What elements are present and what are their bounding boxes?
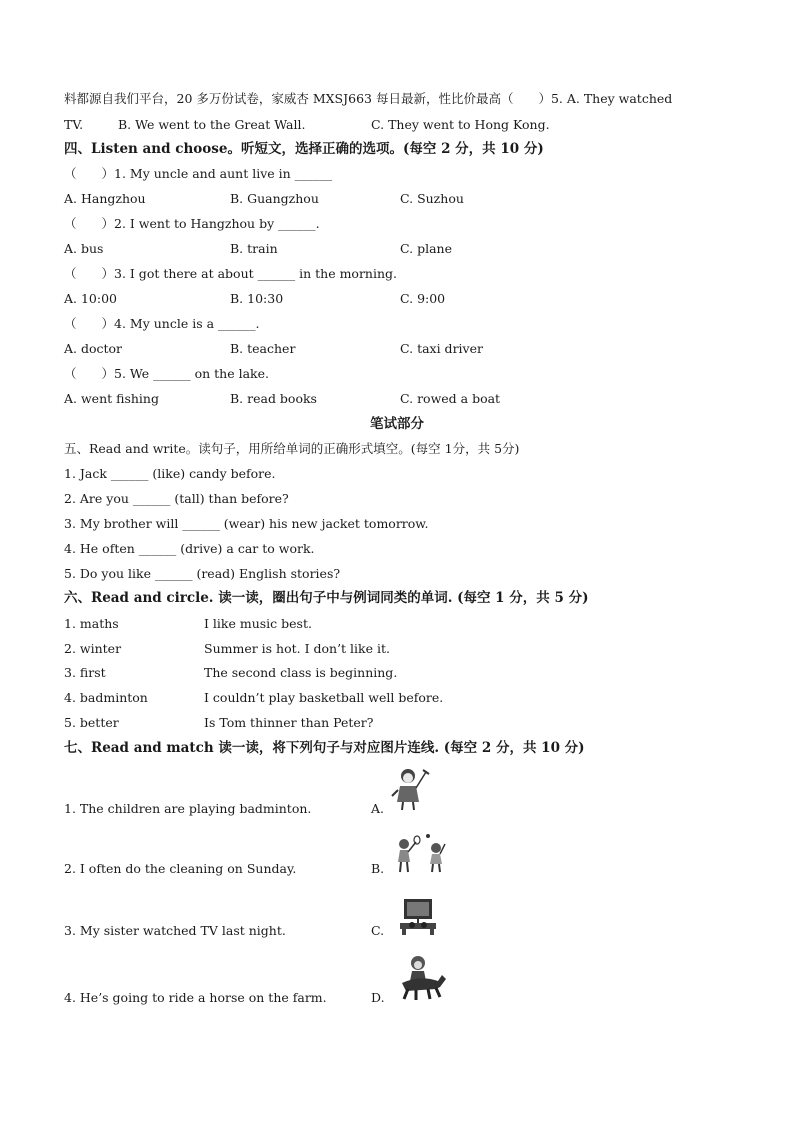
s5-item-5: 5. Do you like ______ (read) English stories? [64,566,341,581]
option-c: C. taxi driver [400,341,483,356]
circle-sentence: I couldn’t play basketball well before. [204,690,444,705]
s4-options-1 [64,191,724,207]
option-b: B. train [230,241,278,256]
television-icon [396,893,440,937]
option-a: A. went fishing [64,391,159,406]
badminton-children-icon [392,830,448,874]
s7-label-a: A. [371,801,385,816]
written-part-title: 笔试部分 [370,416,424,432]
option-b: B. We went to the Great Wall. [118,117,306,132]
s4-question-1: （ ）1. My uncle and aunt live in ______ [64,166,333,181]
picture-tv [396,893,440,937]
s7-sentence-2: 2. I often do the cleaning on Sunday. [64,861,297,876]
option-c: C. Suzhou [400,191,464,206]
option-c: C. They went to Hong Kong. [371,117,550,132]
s4-options-3 [64,291,724,307]
intro-line-1: 料都源自我们平台，20 多万份试卷，家威杏 MXSJ663 每日最新，性比价最高（ ）5. A. They watched [64,91,673,106]
s7-label-c: C. [371,923,385,938]
s7-sentence-3: 3. My sister watched TV last night. [64,923,286,938]
section-7-title: 七、Read and match 读一读，将下列句子与对应图片连线. (每空 2 分，共 10 分) [64,740,585,756]
option-c: C. rowed a boat [400,391,501,406]
s6-row-5 [64,715,724,731]
s6-row-3 [64,665,724,681]
s4-question-4: （ ）4. My uncle is a ______. [64,316,260,331]
option-c: C. 9:00 [400,291,446,306]
example-word: 5. better [64,715,119,730]
s5-item-4: 4. He often ______ (drive) a car to work. [64,541,315,556]
option-a: A. Hangzhou [64,191,146,206]
s4-question-2: （ ）2. I went to Hangzhou by ______. [64,216,320,231]
circle-sentence: Is Tom thinner than Peter? [204,715,374,730]
picture-badminton [392,830,448,874]
s4-options-5 [64,391,724,407]
s7-label-d: D. [371,990,385,1005]
s5-item-3: 3. My brother will ______ (wear) his new jacket tomorrow. [64,516,429,531]
option-a: A. 10:00 [64,291,117,306]
option-b: B. 10:30 [230,291,284,306]
section-5-title: 五、Read and write。读句子，用所给单词的正确形式填空。(每空 1分，共 5分) [64,441,520,456]
option-a: A. doctor [64,341,123,356]
cleaning-girl-icon [390,766,430,812]
s6-row-1 [64,616,724,632]
example-word: 1. maths [64,616,119,631]
option-b: B. read books [230,391,317,406]
intro-options [64,117,724,133]
s7-sentence-1: 1. The children are playing badminton. [64,801,312,816]
s7-label-b: B. [371,861,385,876]
s6-row-4 [64,690,724,706]
s5-item-1: 1. Jack ______ (like) candy before. [64,466,276,481]
option-b: B. teacher [230,341,296,356]
section-4-title: 四、Listen and choose。听短文，选择正确的选项。(每空 2 分，共 10 分) [64,141,544,157]
option-c: C. plane [400,241,452,256]
option-a: A. bus [64,241,104,256]
s7-sentence-4: 4. He’s going to ride a horse on the farm. [64,990,327,1005]
horse-rider-icon [396,953,448,1003]
picture-horse [396,953,448,1003]
circle-sentence: Summer is hot. I don’t like it. [204,641,390,656]
circle-sentence: I like music best. [204,616,312,631]
s6-row-2 [64,641,724,657]
picture-cleaning [390,766,430,812]
option-b: B. Guangzhou [230,191,319,206]
example-word: 2. winter [64,641,122,656]
option-a: TV. [64,117,84,132]
example-word: 3. first [64,665,106,680]
s5-item-2: 2. Are you ______ (tall) than before? [64,491,289,506]
example-word: 4. badminton [64,690,148,705]
s4-question-3: （ ）3. I got there at about ______ in the morning. [64,266,397,281]
circle-sentence: The second class is beginning. [204,665,398,680]
s4-options-2 [64,241,724,257]
section-6-title: 六、Read and circle. 读一读，圈出句子中与例词同类的单词. (每空 1 分，共 5 分) [64,590,589,606]
s4-question-5: （ ）5. We ______ on the lake. [64,366,269,381]
s4-options-4 [64,341,724,357]
